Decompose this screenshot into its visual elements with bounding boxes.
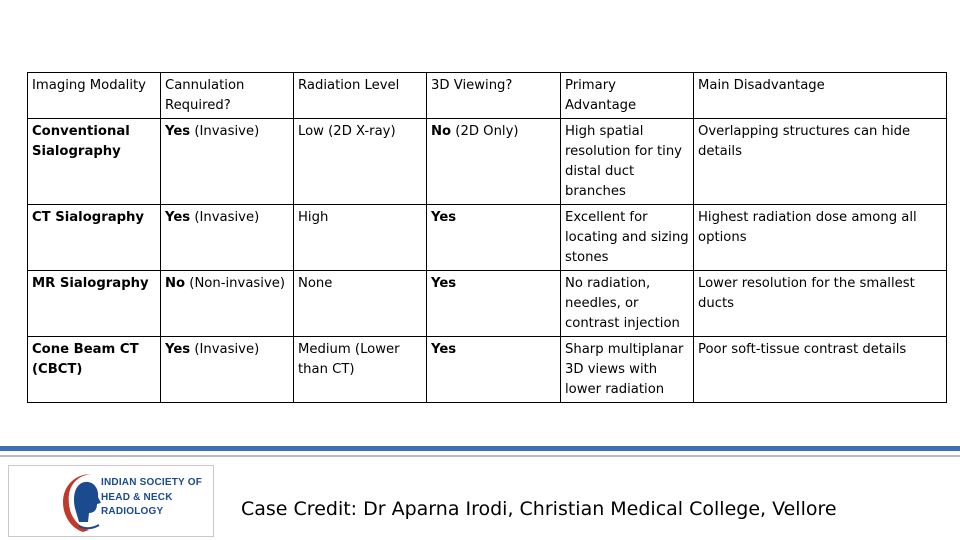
modality-cell: Cone Beam CT (CBCT) [28,337,161,403]
logo-text [101,476,202,520]
table-header-row [28,73,947,119]
table-row [28,119,947,205]
viewing-cell: Yes [427,271,561,337]
logo-line: RADIOLOGY [101,506,164,517]
radiation-cell: High [294,205,427,271]
advantage-cell: High spatial resolution for tiny distal duct branches [561,119,694,205]
cannulation-cell: No (Non-invasive) [161,271,294,337]
header-cell: Radiation Level [294,73,427,119]
header-cell: Main Disadvantage [694,73,947,119]
advantage-cell: Excellent for locating and sizing stones [561,205,694,271]
disadvantage-cell: Poor soft-tissue contrast details [694,337,947,403]
radiation-cell: None [294,271,427,337]
radiation-cell: Medium (Lower than CT) [294,337,427,403]
case-credit-text: Dr Aparna Irodi, Christian Medical College, Vellore [357,498,837,520]
advantage-cell: No radiation, needles, or contrast injection [561,271,694,337]
footer-divider-blue [0,446,960,451]
viewing-cell: No (2D Only) [427,119,561,205]
cannulation-cell: Yes (Invasive) [161,119,294,205]
viewing-cell: Yes [427,337,561,403]
disadvantage-cell: Overlapping structures can hide details [694,119,947,205]
radiation-cell: Low (2D X-ray) [294,119,427,205]
header-cell: Primary Advantage [561,73,694,119]
modality-cell: CT Sialography [28,205,161,271]
footer-divider-grey [0,455,960,457]
case-credit-label: Case Credit: [241,498,358,520]
case-credit [241,498,837,520]
header-cell: Cannulation Required? [161,73,294,119]
modality-cell: Conventional Sialography [28,119,161,205]
advantage-cell: Sharp multiplanar 3D views with lower radiation [561,337,694,403]
cannulation-cell: Yes (Invasive) [161,337,294,403]
header-cell: Imaging Modality [28,73,161,119]
comparison-table [27,72,947,403]
header-cell: 3D Viewing? [427,73,561,119]
society-logo [8,465,214,537]
head-profile-logo-icon [61,470,103,534]
disadvantage-cell: Highest radiation dose among all options [694,205,947,271]
logo-line: INDIAN SOCIETY OF [101,477,203,488]
logo-line: HEAD & NECK [101,491,173,503]
viewing-cell: Yes [427,205,561,271]
disadvantage-cell: Lower resolution for the smallest ducts [694,271,947,337]
cannulation-cell: Yes (Invasive) [161,205,294,271]
table-row [28,271,947,337]
modality-cell: MR Sialography [28,271,161,337]
table-row [28,337,947,403]
table-row [28,205,947,271]
